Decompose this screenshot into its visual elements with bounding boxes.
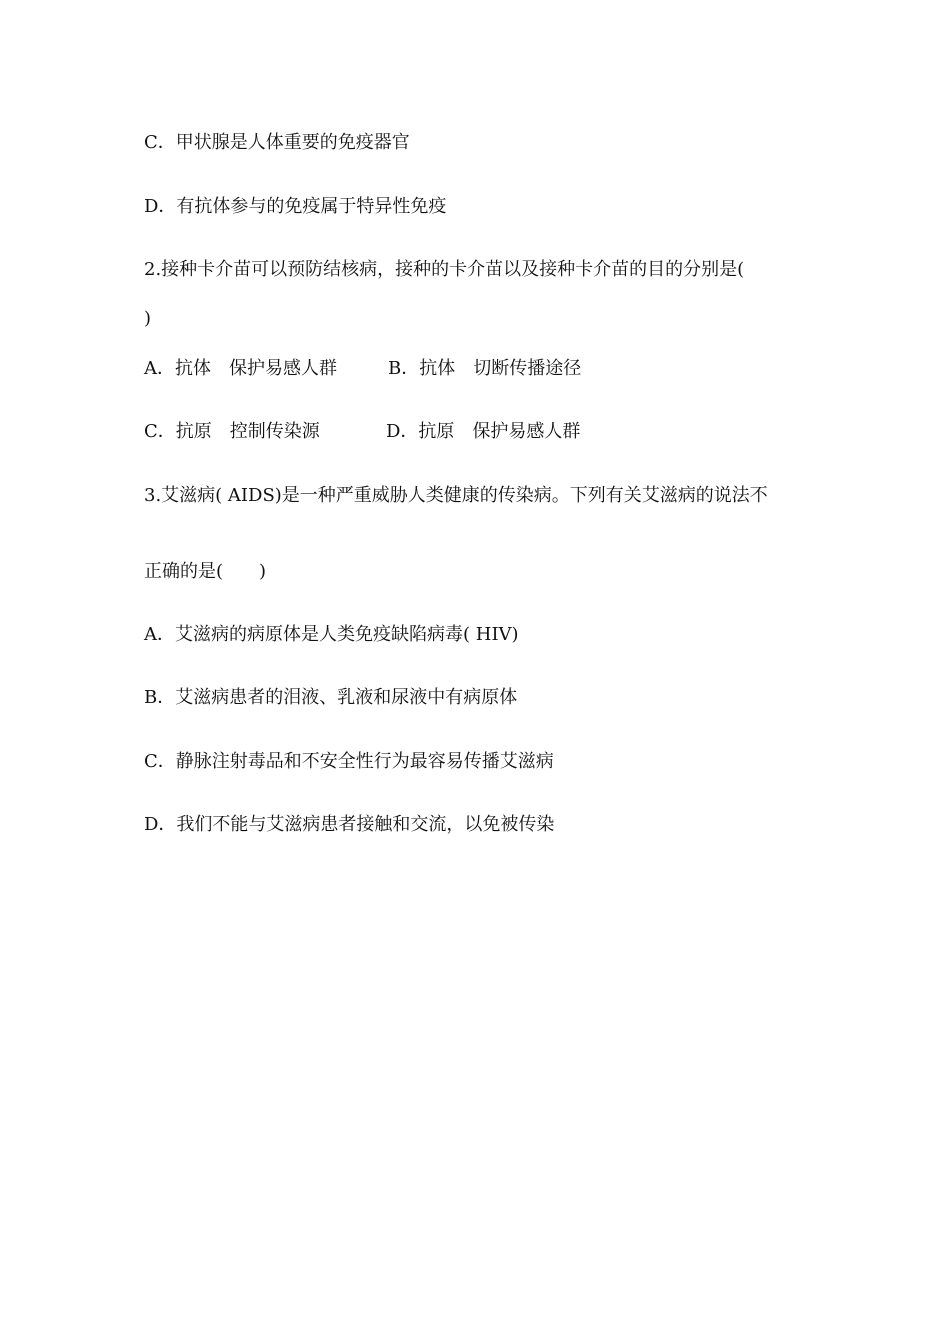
q3-stem-line2: 正确的是( ) <box>144 561 267 582</box>
q2-stem-line2: ) <box>144 308 152 329</box>
q2-stem-line1: 2.接种卡介苗可以预防结核病，接种的卡介苗以及接种卡介苗的目的分别是( <box>144 259 745 280</box>
q3-option-d: D．我们不能与艾滋病患者接触和交流，以免被传染 <box>144 814 555 835</box>
q1-option-c: C．甲状腺是人体重要的免疫器官 <box>144 132 410 153</box>
q2-option-b: B．抗体 切断传播途径 <box>388 358 582 379</box>
q1-option-d: D．有抗体参与的免疫属于特异性免疫 <box>144 196 447 217</box>
q2-option-a: A．抗体 保护易感人群 <box>144 358 337 379</box>
q3-option-c: C．静脉注射毒品和不安全性行为最容易传播艾滋病 <box>144 751 554 772</box>
q2-option-d: D．抗原 保护易感人群 <box>386 421 581 442</box>
q3-option-b: B．艾滋病患者的泪液、乳液和尿液中有病原体 <box>144 687 518 708</box>
q2-option-c: C．抗原 控制传染源 <box>144 421 320 442</box>
q3-option-a: A．艾滋病的病原体是人类免疫缺陷病毒( HIV) <box>144 624 519 645</box>
q3-stem-line1: 3.艾滋病( AIDS)是一种严重威胁人类健康的传染病。下列有关艾滋病的说法不 <box>144 485 768 506</box>
